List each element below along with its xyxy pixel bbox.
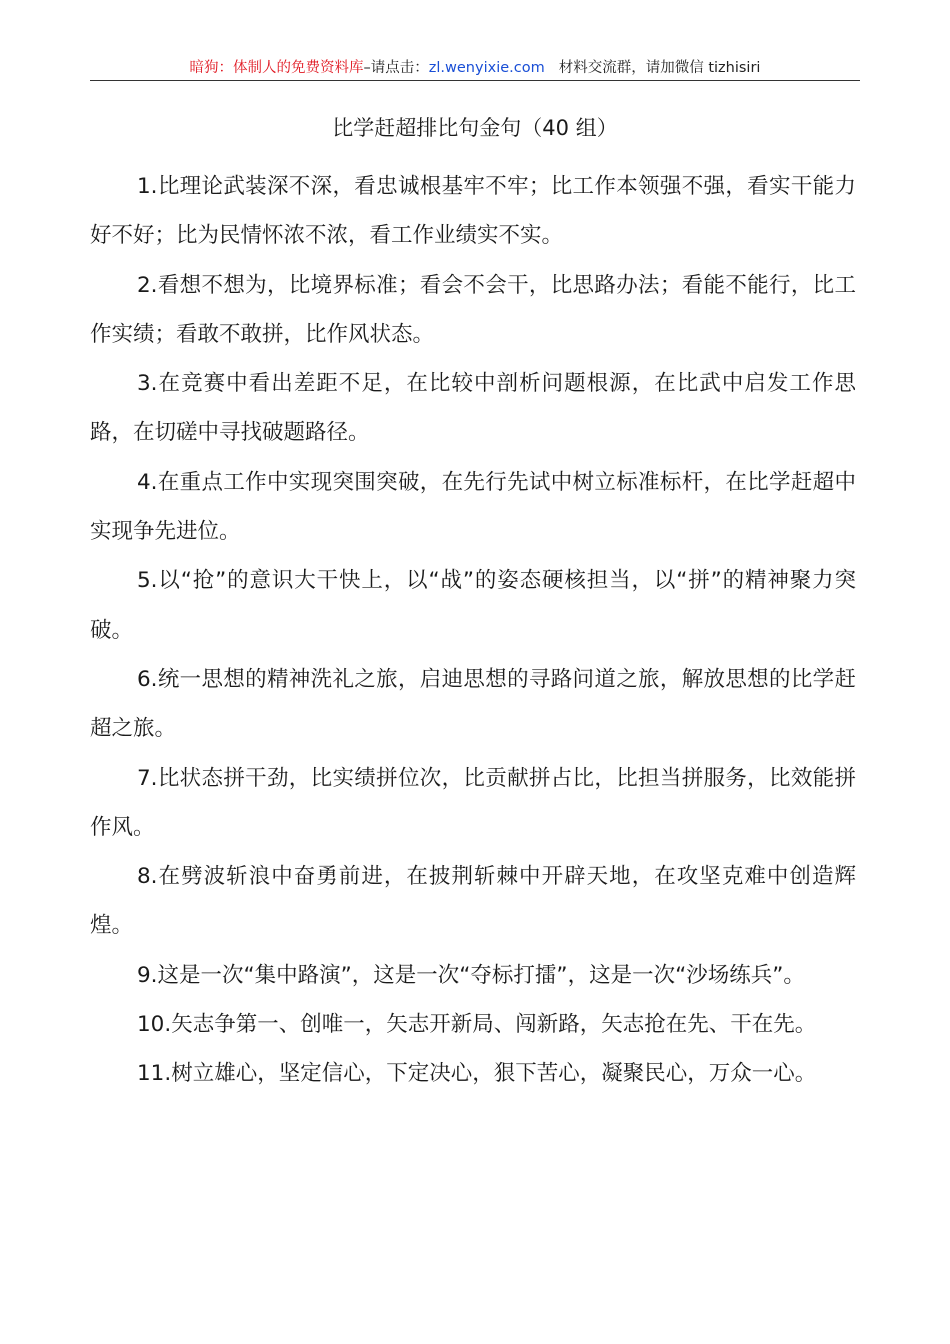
paragraph-1: 1.比理论武装深不深，看忠诚根基牢不牢；比工作本领强不强，看实干能力好不好；比为民情怀浓不浓，看工作业绩实不实。 — [90, 174, 856, 249]
header-wechat-note: 材料交流群，请加微信 tizhisiri — [558, 60, 761, 76]
header-site-name: 暗狗：体制人的免费资料库 — [189, 60, 364, 76]
paragraph-4: 4.在重点工作中实现突围突破，在先行先试中树立标准标杆，在比学赶超中实现争先进位。 — [90, 469, 856, 545]
page-header — [0, 58, 950, 78]
paragraph-10: 10.矢志争第一、创唯一，矢志开新局、闯新路，矢志抢在先、干在先。 — [137, 1012, 817, 1038]
header-prompt: –请点击： — [363, 60, 429, 76]
header-link[interactable]: zl.wenyixie.com — [428, 60, 545, 76]
document-title: 比学赶超排比句金句（40 组） — [332, 116, 618, 140]
header-divider — [90, 80, 860, 81]
paragraph-6: 6.统一思想的精神洗礼之旅，启迪思想的寻路问道之旅，解放思想的比学赶超之旅。 — [90, 666, 856, 742]
paragraph-8: 8.在劈波斩浪中奋勇前进，在披荆斩棘中开辟天地，在攻坚克难中创造辉煌。 — [90, 864, 856, 939]
document-body — [90, 162, 856, 1099]
paragraph-5: 5.以“抢”的意识大干快上，以“战”的姿态硬核担当，以“拼”的精神聚力突破。 — [90, 568, 856, 643]
paragraph-9: 9.这是一次“集中路演”，这是一次“夺标打擂”，这是一次“沙场练兵”。 — [137, 962, 805, 988]
paragraph-11: 11.树立雄心，坚定信心，下定决心，狠下苦心，凝聚民心，万众一心。 — [137, 1061, 817, 1087]
paragraph-3: 3.在竞赛中看出差距不足，在比较中剖析问题根源，在比武中启发工作思路，在切磋中寻找破题路径。 — [90, 371, 856, 446]
paragraph-2: 2.看想不想为，比境界标准；看会不会干，比思路办法；看能不能行，比工作实绩；看敢不敢拼，比作风状态。 — [90, 272, 856, 347]
paragraph-7: 7.比状态拼干劲，比实绩拼位次，比贡献拼占比，比担当拼服务，比效能拼作风。 — [90, 765, 856, 840]
